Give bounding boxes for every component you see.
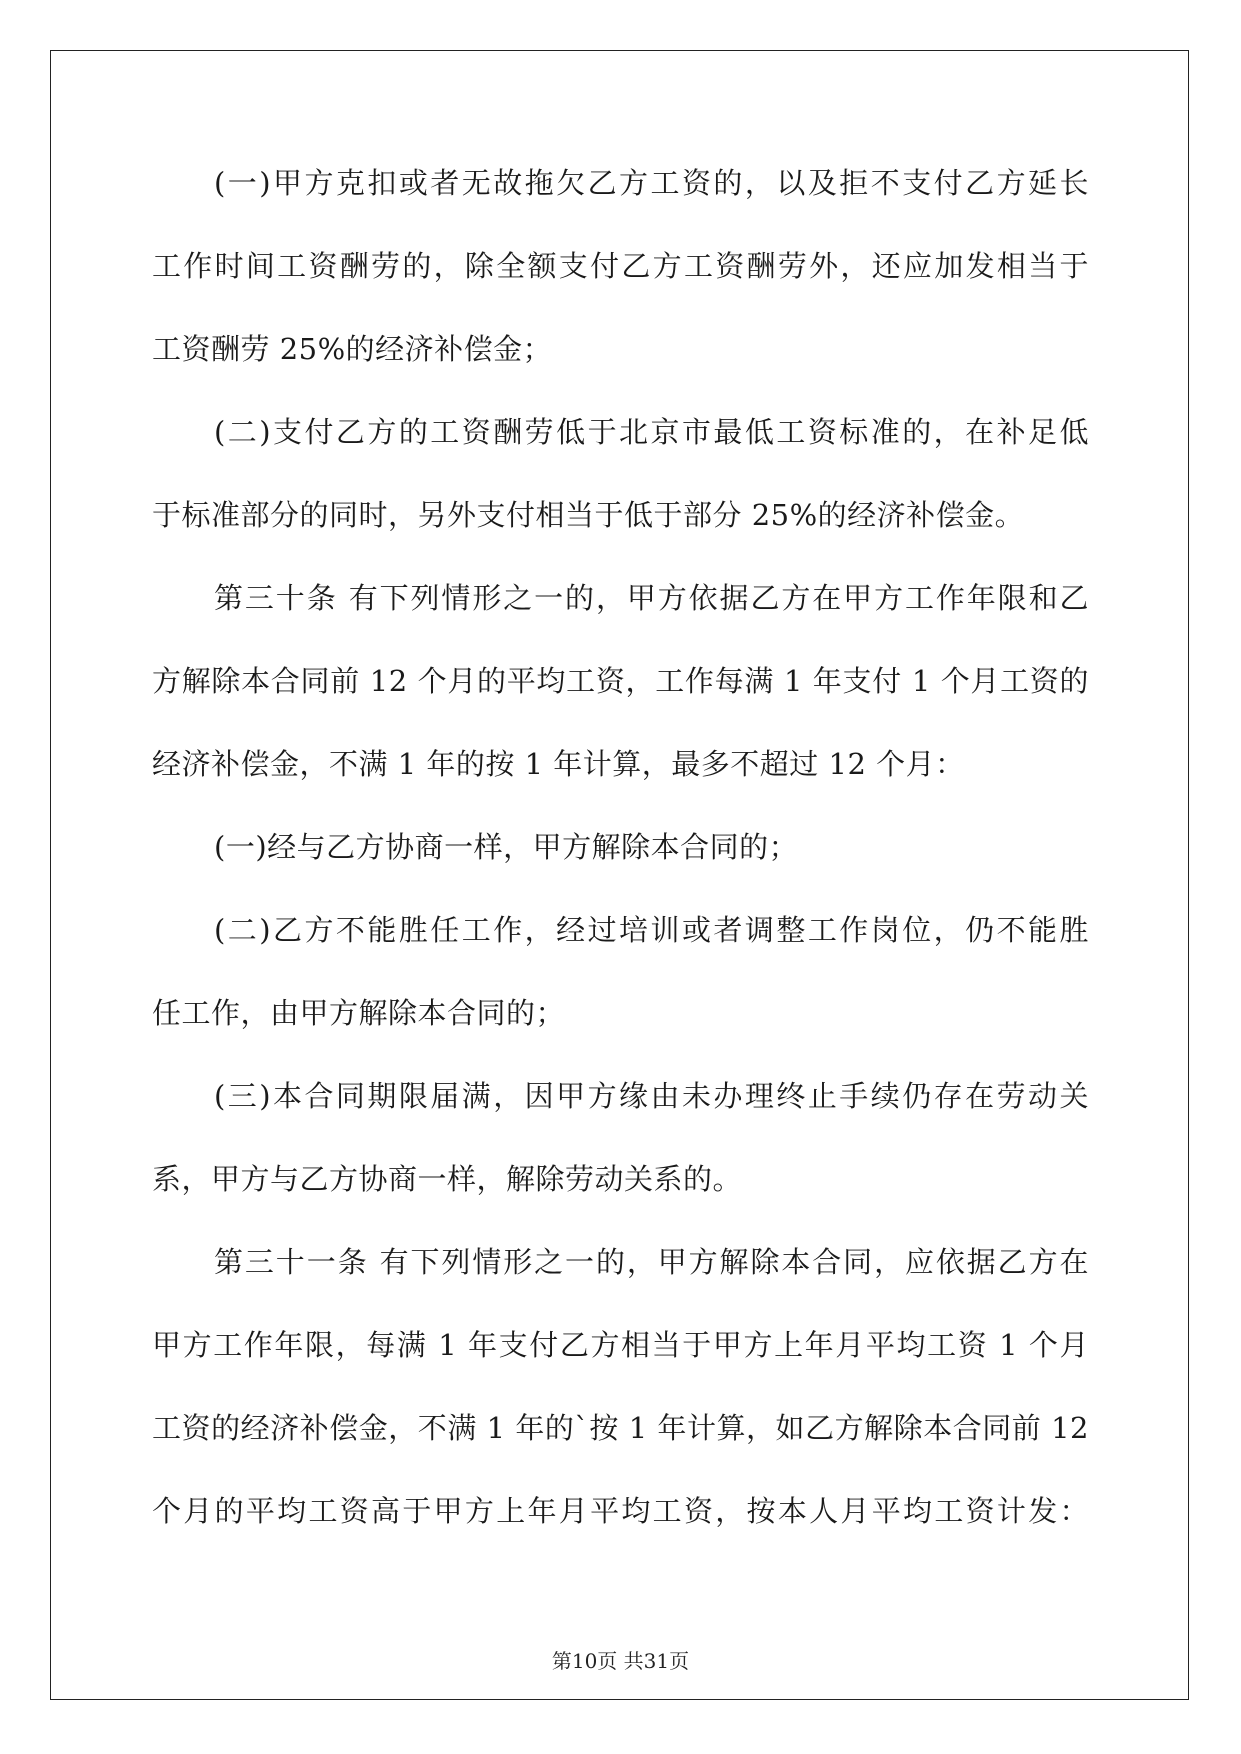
text-line: 工作时间工资酬劳的，除全额支付乙方工资酬劳外，还应加发相当于 xyxy=(152,249,1089,283)
text-line: (二)乙方不能胜任工作，经过培训或者调整工作岗位，仍不能胜 xyxy=(214,913,1089,947)
text-line: 于标准部分的同时，另外支付相当于低于部分 25%的经济补偿金。 xyxy=(152,498,1025,532)
text-line: 经济补偿金，不满 1 年的按 1 年计算，最多不超过 12 个月： xyxy=(152,747,965,781)
text-line: 工资酬劳 25%的经济补偿金； xyxy=(152,332,553,366)
text-line: 系，甲方与乙方协商一样，解除劳动关系的。 xyxy=(152,1162,743,1196)
text-line: 个月的平均工资高于甲方上年月平均工资，按本人月平均工资计发： xyxy=(152,1494,1089,1528)
text-line: (二)支付乙方的工资酬劳低于北京市最低工资标准的，在补足低 xyxy=(214,415,1089,449)
page-number-footer: 第10页 共31页 xyxy=(551,1649,690,1673)
text-line: 第三十一条 有下列情形之一的，甲方解除本合同，应依据乙方在 xyxy=(214,1245,1089,1279)
text-line: 方解除本合同前 12 个月的平均工资，工作每满 1 年支付 1 个月工资的 xyxy=(152,664,1089,698)
text-line: 第三十条 有下列情形之一的，甲方依据乙方在甲方工作年限和乙 xyxy=(214,581,1089,615)
text-line: (三)本合同期限届满，因甲方缘由未办理终止手续仍存在劳动关 xyxy=(214,1079,1089,1113)
text-line: 工资的经济补偿金，不满 1 年的`按 1 年计算，如乙方解除本合同前 12 xyxy=(152,1411,1089,1445)
text-line: 甲方工作年限，每满 1 年支付乙方相当于甲方上年月平均工资 1 个月 xyxy=(152,1328,1089,1362)
document-body xyxy=(152,162,1089,1573)
text-line: 任工作，由甲方解除本合同的； xyxy=(152,996,566,1030)
text-line: (一)经与乙方协商一样，甲方解除本合同的； xyxy=(214,830,799,864)
text-line: (一)甲方克扣或者无故拖欠乙方工资的，以及拒不支付乙方延长 xyxy=(214,166,1089,200)
